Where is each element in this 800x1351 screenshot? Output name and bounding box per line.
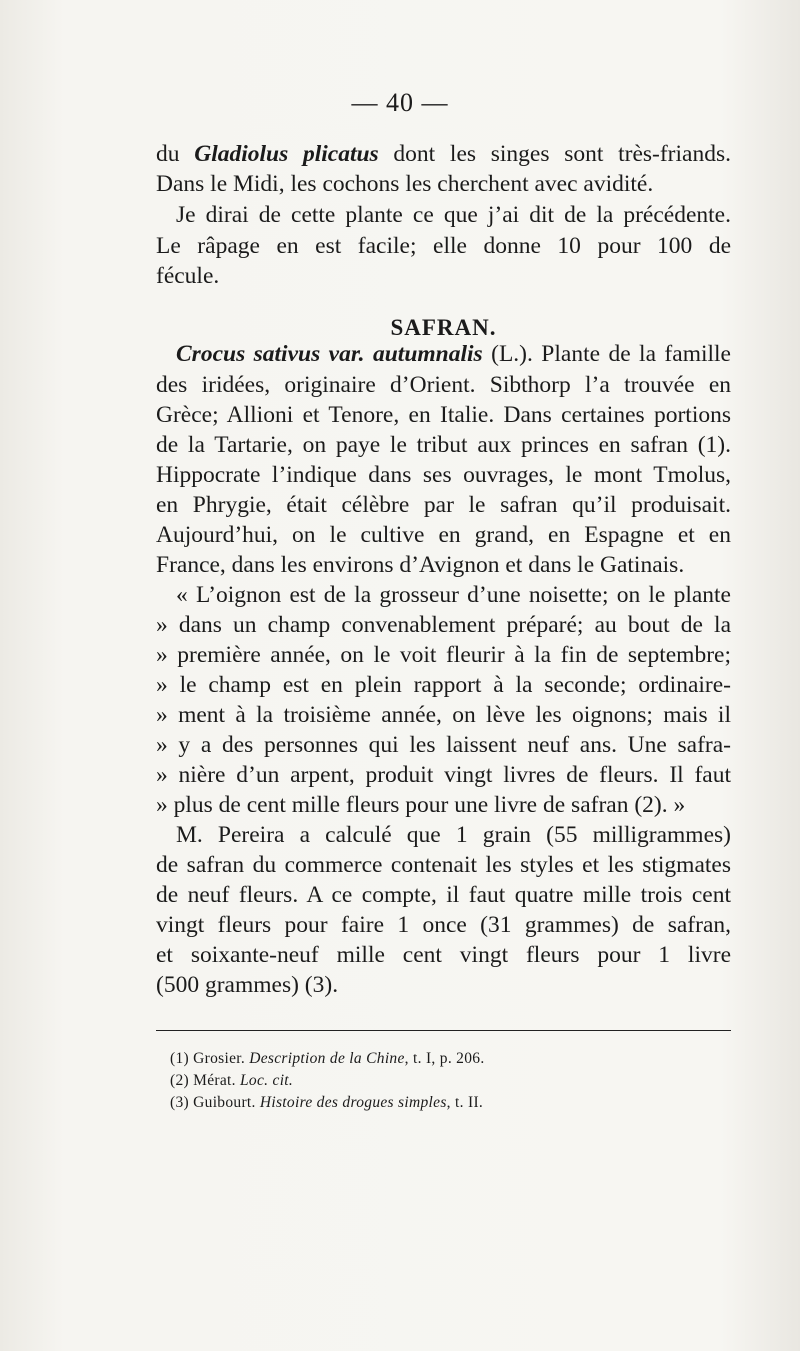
line-text: vingt fleurs pour faire 1 once (31 grammes) de safran, <box>156 912 731 938</box>
text-line <box>156 491 731 520</box>
line-text: Dans le Midi, les cochons les cherchent avec avidité. <box>156 171 654 197</box>
text-line <box>156 791 731 820</box>
text-line <box>156 521 731 550</box>
italic-text: Gladiolus plicatus <box>194 141 379 167</box>
line-text: » le champ est en plein rapport à la seconde; ordinaire- <box>156 672 731 698</box>
italic-text: Crocus sativus var. autumnalis <box>176 341 483 367</box>
section-heading: SAFRAN. <box>390 315 497 340</box>
line-text: M. Pereira a calculé que 1 grain (55 milligrammes) <box>176 822 731 848</box>
footnote-text: (3) Guibourt. <box>170 1094 260 1111</box>
line-text: fécule. <box>156 263 220 289</box>
text-line <box>156 461 731 490</box>
footnote-rule <box>156 1030 731 1031</box>
text-line <box>156 641 731 670</box>
footnote-title: Histoire des drogues simples <box>259 1094 447 1111</box>
line-text: des iridées, originaire d’Orient. Sibthorp l’a trouvée en <box>156 372 731 398</box>
line-text: Grèce; Allioni et Tenore, en Italie. Dans certaines portions <box>156 402 731 428</box>
line-text: » première année, on le voit fleurir à la fin de septembre; <box>156 642 731 668</box>
footnote <box>170 1070 485 1092</box>
line-text: de la Tartarie, on paye le tribut aux princes en safran (1). <box>156 432 731 458</box>
text-line <box>156 701 731 730</box>
text-line <box>156 551 731 580</box>
footnote-text: (2) Mérat. <box>170 1072 241 1089</box>
line-text: (L.). Plante de la famille <box>482 341 731 367</box>
text-line <box>156 262 731 291</box>
text-line <box>156 232 731 261</box>
line-text: » ment à la troisième année, on lève les oignons; mais il <box>156 702 731 728</box>
line-text: de safran du commerce contenait les styles et les stigmates <box>156 852 731 878</box>
footnote-text: , t. I, p. 206. <box>404 1050 485 1067</box>
text-line <box>156 941 731 970</box>
text-line <box>156 431 731 460</box>
line-text: « L’oignon est de la grosseur d’une noisette; on le plante <box>176 582 731 608</box>
line-text: » plus de cent mille fleurs pour une livre de safran (2). » <box>156 792 686 818</box>
footnote-title: Description de la Chine <box>249 1050 405 1067</box>
text-line <box>156 340 731 369</box>
footnotes <box>170 1048 485 1114</box>
line-text: (500 grammes) (3). <box>156 972 339 998</box>
text-line <box>156 401 731 430</box>
line-text: » nière d’un arpent, produit vingt livres de fleurs. Il faut <box>156 762 731 788</box>
line-text: Le râpage en est facile; elle donne 10 pour 100 de <box>156 233 731 259</box>
line-text: France, dans les environs d’Avignon et dans le Gatinais. <box>156 552 685 578</box>
line-text: Aujourd’hui, on le cultive en grand, en Espagne et en <box>156 522 731 548</box>
line-text: du <box>156 141 195 167</box>
text-line <box>156 881 731 910</box>
text-line <box>156 731 731 760</box>
text-line <box>156 851 731 880</box>
line-text: » dans un champ convenablement préparé; au bout de la <box>156 612 731 638</box>
footnote-title: Loc. cit. <box>240 1072 294 1089</box>
text-line <box>156 140 731 169</box>
footnote-text: , t. II. <box>446 1094 484 1111</box>
page-number: — 40 — <box>351 88 449 117</box>
text-line <box>156 170 731 199</box>
line-text: Je dirai de cette plante ce que j’ai dit de la précédente. <box>176 202 731 228</box>
text-line <box>156 611 731 640</box>
line-text: en Phrygie, était célèbre par le safran qu’il produisait. <box>156 492 731 518</box>
text-line <box>156 821 731 850</box>
line-text: de neuf fleurs. A ce compte, il faut quatre mille trois cent <box>156 882 731 908</box>
text-line <box>156 761 731 790</box>
text-line <box>156 371 731 400</box>
text-line <box>156 671 731 700</box>
text-line <box>156 971 731 1000</box>
line-text: Hippocrate l’indique dans ses ouvrages, le mont Tmolus, <box>156 462 731 488</box>
line-text: » y a des personnes qui les laissent neuf ans. Une safra- <box>156 732 731 758</box>
line-text: et soixante-neuf mille cent vingt fleurs pour 1 livre <box>156 942 731 968</box>
text-line <box>156 581 731 610</box>
footnote <box>170 1048 485 1070</box>
footnote <box>170 1092 485 1114</box>
line-text: dont les singes sont très-friands. <box>378 141 731 167</box>
text-line <box>156 201 731 230</box>
footnote-text: (1) Grosier. <box>170 1050 250 1067</box>
text-line <box>156 911 731 940</box>
